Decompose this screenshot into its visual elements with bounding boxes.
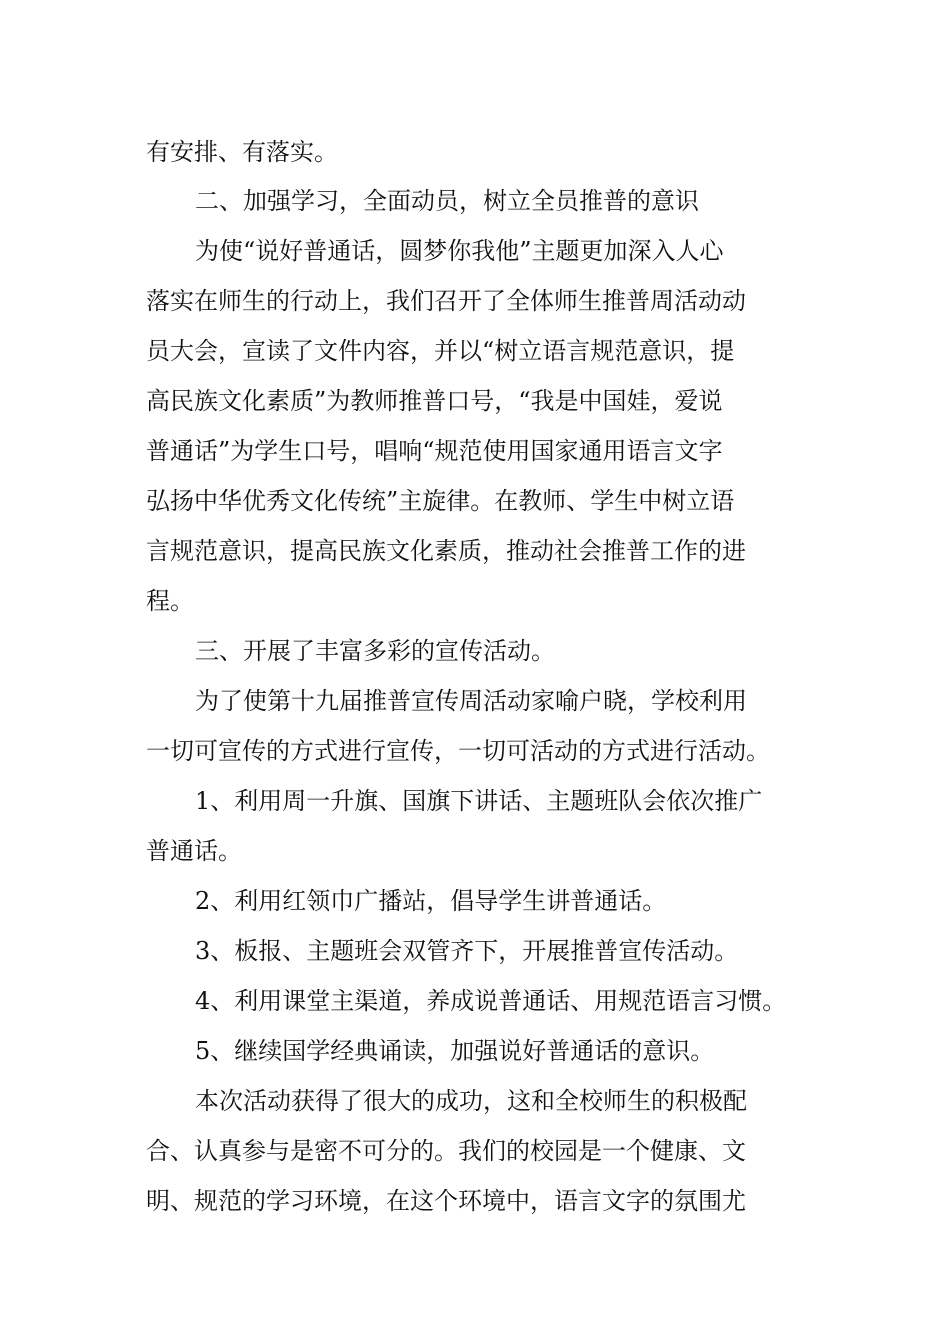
section-heading: 二、加强学习，全面动员，树立全员推普的意识 — [195, 187, 699, 215]
text-line: 为使“说好普通话，圆梦你我他”主题更加深入人心 — [195, 237, 724, 265]
text-line: 明、规范的学习环境，在这个环境中，语言文字的氛围尤 — [146, 1187, 746, 1215]
text-line: 有安排、有落实。 — [146, 138, 338, 166]
list-item: 4、利用课堂主渠道，养成说普通话、用规范语言习惯。 — [195, 987, 787, 1015]
text-line: 员大会，宣读了文件内容，并以“树立语言规范意识，提 — [146, 337, 735, 365]
list-item: 3、板报、主题班会双管齐下，开展推普宣传活动。 — [195, 937, 739, 965]
text-line: 高民族文化素质”为教师推普口号，“我是中国娃，爱说 — [146, 387, 723, 415]
text-line: 本次活动获得了很大的成功，这和全校师生的积极配 — [195, 1087, 747, 1115]
text-line: 程。 — [146, 587, 194, 615]
text-line: 言规范意识，提高民族文化素质，推动社会推普工作的进 — [146, 537, 746, 565]
text-line: 弘扬中华优秀文化传统”主旋律。在教师、学生中树立语 — [146, 487, 735, 515]
list-item: 5、继续国学经典诵读，加强说好普通话的意识。 — [195, 1037, 715, 1065]
list-item: 1、利用周一升旗、国旗下讲话、主题班队会依次推广 — [195, 787, 763, 815]
text-line: 为了使第十九届推普宣传周活动家喻户晓，学校利用 — [195, 687, 747, 715]
list-item: 2、利用红领巾广播站，倡导学生讲普通话。 — [195, 887, 667, 915]
text-line: 一切可宣传的方式进行宣传，一切可活动的方式进行活动。 — [146, 737, 770, 765]
section-heading: 三、开展了丰富多彩的宣传活动。 — [195, 637, 555, 665]
text-line: 普通话。 — [146, 837, 242, 865]
text-line: 合、认真参与是密不可分的。我们的校园是一个健康、文 — [146, 1137, 746, 1165]
text-line: 落实在师生的行动上，我们召开了全体师生推普周活动动 — [146, 287, 746, 315]
text-line: 普通话”为学生口号，唱响“规范使用国家通用语言文字 — [146, 437, 723, 465]
